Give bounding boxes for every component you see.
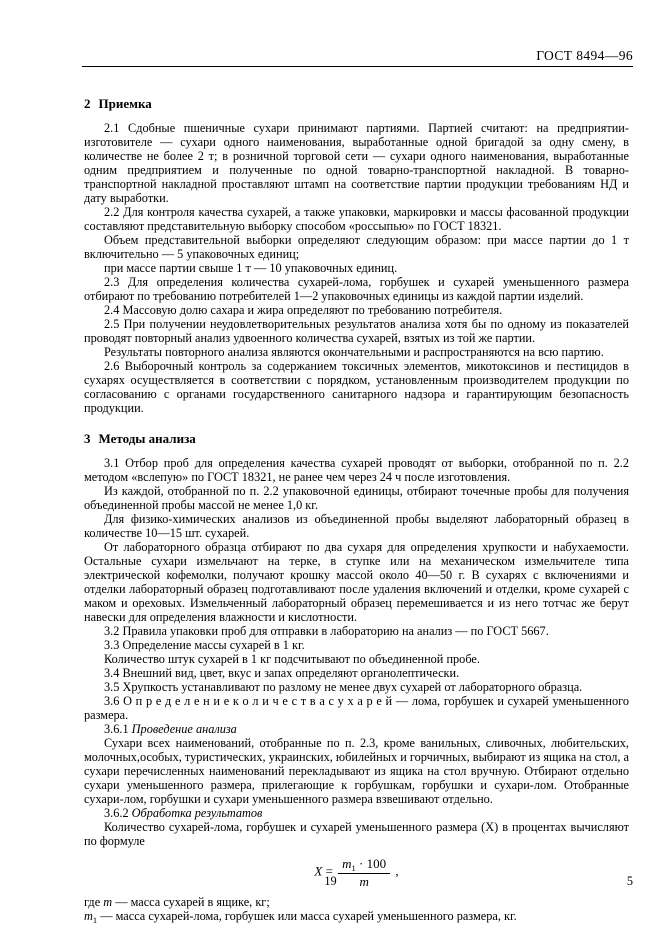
- legend-prefix: где: [84, 895, 104, 909]
- paragraph-3-1-preparation: От лабораторного образца отбирают по два сухаря для определения хрупкости и набухаемости. Остальные сухари измельчают на терке, в ступке или на механическом измельчителе типа электрической кофемолки, получают крошку массой около 40—50 г. В сухарях с включениями и отделки лабораторный образец подготавливают после удаления включений и отделки, кроме сухарей с маком и ореховых. Измельченный лабораторный образец перемешивается и из него тотчас же берут навески для определения влажности и кислотности.: [84, 540, 629, 624]
- paragraph-2-5-results: Результаты повторного анализа являются окончательными и распространяются на всю партию.: [104, 345, 604, 359]
- paragraph-2-2: 2.2 Для контроля качества сухарей, а также упаковки, маркировки и массы фасованной продукции составляют представительную выборку способом «россыпью» по ГОСТ 18321.: [84, 205, 629, 233]
- paragraph-2-2-sample-size-large: при массе партии свыше 1 т — 10 упаковочных единиц.: [104, 261, 398, 275]
- formula-denominator-var: m: [359, 874, 369, 889]
- legend-line-2-text: — масса сухарей-лома, горбушек или масса сухарей уменьшенного размера, кг.: [97, 909, 517, 923]
- paragraph-3-3-count: Количество штук сухарей в 1 кг подсчитывают по объединенной пробе.: [104, 652, 480, 666]
- section-heading-2: [84, 96, 629, 112]
- paragraph-2-6: 2.6 Выборочный контроль за содержанием токсичных элементов, микотоксинов и пестицидов в сухарях осуществляется в соответствии с порядком, установленным производителем продукции по согласованию с органами государственного санитарного надзора и гарантирующим безопасность продукции.: [84, 359, 629, 415]
- section-3-number: 3: [84, 431, 91, 446]
- page-number-center: 19: [324, 874, 337, 888]
- legend-line-1-text: — масса сухарей в ящике, кг;: [112, 895, 270, 909]
- header-divider: [82, 66, 633, 67]
- paragraph-3-3: 3.3 Определение массы сухарей в 1 кг.: [104, 638, 305, 652]
- paragraph-3-6-2-title: Обработка результатов: [131, 806, 263, 820]
- legend-var-m1-sub: 1: [92, 915, 98, 925]
- paragraph-3-1: 3.1 Отбор проб для определения качества сухарей проводят от выборки, отобранной по п. 2.2 методом «вслепую» по ГОСТ 18321, не ранее чем через 24 ч после изготовления.: [84, 456, 629, 484]
- paragraph-3-6-1-heading: [84, 722, 629, 736]
- formula-equals: =: [325, 863, 333, 879]
- paragraph-3-1-sampling: Из каждой, отобранной по п. 2.2 упаковочной единицы, отбирают точечные пробы для получения объединенной пробы массой не менее 1,0 кг.: [84, 484, 629, 512]
- paragraph-3-6-rest: — лома, горбушек и сухарей уменьшенного размера.: [84, 694, 630, 722]
- formula-numerator-var: m: [342, 856, 352, 871]
- paragraph-2-4: 2.4 Массовую долю сахара и жира определяют по требованию потребителя.: [104, 303, 503, 317]
- paragraph-3-5: 3.5 Хрупкость устанавливают по разлому не менее двух сухарей от лабораторного образца.: [104, 680, 583, 694]
- paragraph-3-6: [84, 694, 629, 722]
- formula-legend-line-2: [84, 909, 629, 924]
- paragraph-2-5: 2.5 При получении неудовлетворительных результатов анализа хотя бы по одному из показателей проводят повторный анализ удвоенного количества сухарей, взятых из той же партии.: [84, 317, 629, 345]
- section-2-number: 2: [84, 96, 91, 111]
- paragraph-3-6-2-body: Количество сухарей-лома, горбушек и сухарей уменьшенного размера (X) в процентах вычисляют по формуле: [84, 820, 629, 848]
- formula-legend-line-1: [84, 895, 629, 909]
- paragraph-3-6-spaced-title: О п р е д е л е н и е к о л и ч е с т в а с у х а р е й: [123, 694, 393, 708]
- paragraph-3-6-1-body: Сухари всех наименований, отобранные по п. 2.3, кроме ванильных, сливочных, любительских, молочных,особых, туристических, украинских, юбилейных и горчичных, выбирают из ящика на стол, а сухари перечисленных наименований перекладывают из ящика на стол вручную. Отбирают отдельно сухари уменьшенного размера, прилегающие к горбушкам, горбушки и сухари-лом. Отобранные сухари-лом, горбушки и сухари уменьшенного размера взвешивают отдельно.: [84, 736, 629, 806]
- standard-id-header: ГОСТ 8494—96: [536, 48, 633, 63]
- document-body: [84, 80, 629, 924]
- paragraph-2-1: 2.1 Сдобные пшеничные сухари принимают партиями. Партией считают: на предприятии-изготовителе — сухари одного наименования, выработанные одной бригадой за одну смену, в количестве не более 2 т; в розничной торговой сети — сухари одного наименования, выработанные одним предприятием и полученные по одной товарно-транспортной накладной. В товарно-транспортной накладной проставляют штамп на соответствие партии продукции требованиям НД и дату выработки.: [84, 121, 629, 205]
- legend-var-m1: m: [84, 909, 93, 923]
- page-number-right: 5: [626, 874, 633, 888]
- section-2-title: Приемка: [98, 96, 152, 111]
- paragraph-3-6-1-number: 3.6.1: [104, 722, 129, 736]
- legend-var-m: m: [103, 895, 113, 909]
- paragraph-3-1-lab-sample: Для физико-химических анализов из объединенной пробы выделяют лабораторный образец в количестве 10—15 шт. сухарей.: [84, 512, 629, 540]
- paragraph-3-6-2-number: 3.6.2: [104, 806, 129, 820]
- section-3-title: Методы анализа: [98, 431, 196, 446]
- formula-numerator-sub: 1: [351, 863, 356, 873]
- paragraph-3-6-2-heading: [84, 806, 629, 820]
- formula-numerator: [338, 857, 390, 874]
- paragraph-2-3: 2.3 Для определения количества сухарей-лома, горбушек и сухарей уменьшенного размера отбирают по требованию потребителей 1—2 упаковочных единицы из каждой партии изделий.: [84, 275, 629, 303]
- paragraph-3-2: 3.2 Правила упаковки проб для отправки в лабораторию на анализ — по ГОСТ 5667.: [104, 624, 549, 638]
- paragraph-3-6-1-title: Проведение анализа: [131, 722, 237, 736]
- formula-numerator-rest: · 100: [355, 856, 387, 871]
- paragraph-2-2-sample-size: Объем представительной выборки определяют следующим образом: при массе партии до 1 т включительно — 5 упаковочных единиц;: [84, 233, 629, 261]
- section-heading-3: [84, 431, 629, 447]
- formula-lhs: X: [314, 863, 323, 879]
- paragraph-3-4: 3.4 Внешний вид, цвет, вкус и запах определяют органолептически.: [104, 666, 460, 680]
- formula-trailing-comma: ,: [395, 863, 399, 879]
- paragraph-3-6-number: 3.6: [104, 694, 120, 708]
